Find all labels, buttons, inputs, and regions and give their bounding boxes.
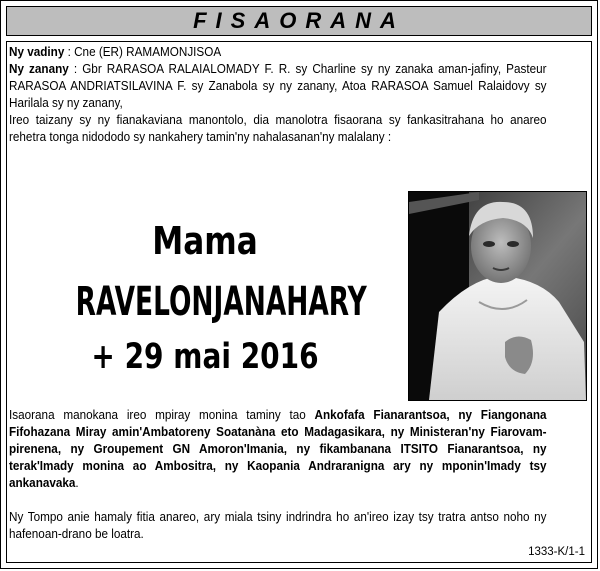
spouse-text: : Cne (ER) RAMAMONJISOA xyxy=(64,45,222,59)
children-line xyxy=(9,61,547,112)
spouse-line xyxy=(9,44,547,61)
deceased-name: RAVELONJANAHARY xyxy=(75,279,367,325)
thanks-lead: Isaorana manokana ireo mpiray monina taminy tao xyxy=(9,408,315,422)
spouse-label: Ny vadiny xyxy=(9,45,65,59)
thanks-end: . xyxy=(75,476,79,490)
children-label: Ny zanany xyxy=(9,62,69,76)
reference-code: 1333-K/1-1 xyxy=(528,546,585,558)
children-text: : Gbr RARASOA RALAIALOMADY F. R. sy Charline sy ny zanaka aman-jafiny, Pasteur RARASOA ANDRIATSILAVINA F. sy Zanabola sy ny zanany, Atoa RARASOA Samuel Ralaidovy sy Harilala sy ny zanany, xyxy=(9,62,547,110)
thanks-recipients: Ankofafa Fianarantsoa, ny Fiangonana Fifohazana Miray amin'Ambatoreny Soatanàna eto Madagasikara, ny Ministeran'ny Fiarovam-pirenena, ny Groupement GN Amoron'Imania, ny fikambanana ITSITO Fianarantsoa, ny terak'Imady monina ao Ambositra, ny Kaopania Andraranigna ary ny mponin'Imady tsy ankanavaka xyxy=(9,408,547,490)
death-date: + 29 mai 2016 xyxy=(91,337,319,377)
deceased-title: Mama xyxy=(152,219,258,263)
portrait-photo xyxy=(408,191,587,401)
header-title: FISAORANA xyxy=(6,6,592,36)
intro-paragraph: Ireo taizany sy ny fianakaviana manontolo, dia manolotra fisaorana sy fankasitrahana ho anareo rehetra tonga nidododo sy nankahery tamin'ny nahalasanan'ny malalany : xyxy=(9,113,547,144)
thanks-paragraph xyxy=(9,407,547,492)
closing-paragraph: Ny Tompo anie hamaly fitia anareo, ary miala tsiny indrindra ho an'ireo izay tsy tratra antso noho ny hafenoan-drano be loatra. xyxy=(9,510,547,541)
